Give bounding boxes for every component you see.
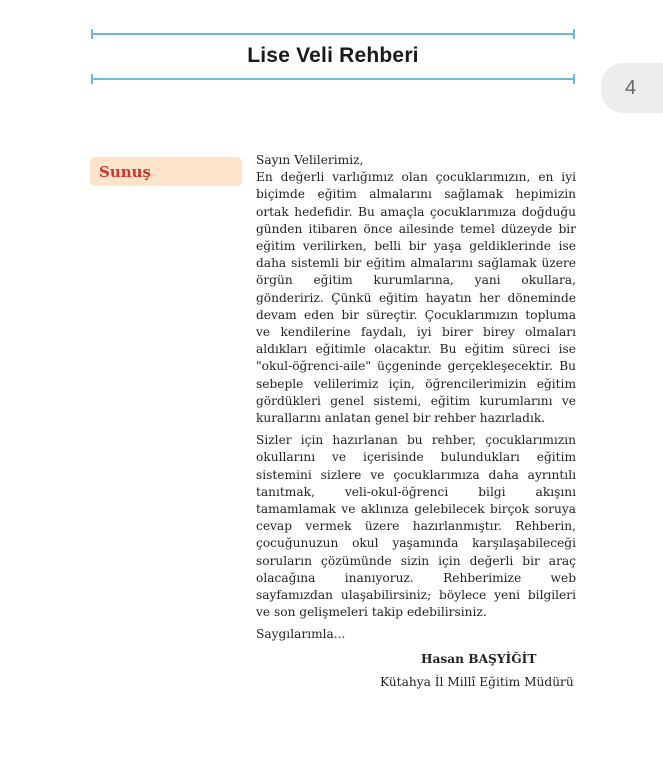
header-rule-bottom bbox=[91, 78, 575, 80]
page-number-tab bbox=[601, 63, 663, 113]
closing: Saygılarımla... bbox=[256, 627, 346, 642]
signature-title: Kütahya İl Millî Eğitim Müdürü bbox=[380, 675, 574, 689]
header-rule-top bbox=[91, 33, 575, 35]
section-label bbox=[90, 157, 242, 186]
page-number: 4 bbox=[625, 77, 637, 99]
section-label-text: Sunuş bbox=[99, 163, 151, 181]
letter-body bbox=[256, 152, 576, 644]
paragraph-1: En değerli varlığımız olan çocuklarımızın, en iyi biçimde eğitim almalarını sağlamak hepimizin ortak hedefidir. Bu amaçla çocuklarımıza doğduğu günden itibaren önce ailesinde temel düzeyde bir eğitim verilirken, belli bir yaşa geldiklerinde ise daha sistemli bir eğitim almalarını sağlamak üzere örgün eğitim kurumlarına, yani okullara, göndeririz. Çünkü eğitim hayatın her döneminde devam eden bir süreçtir. Çocuklarımızın topluma ve kendilerine faydalı, iyi birer birey olmaları aldıkları eğitimle olacaktır. Bu eğitim süreci ise "okul-öğrenci-aile" üçgeninde gerçekleşecektir. Bu sebeple velilerimiz için, öğrencilerimizin eğitim gördükleri genel sistemi, eğitim kurumlarını ve kurallarını anlatan genel bir rehber hazırladık. bbox=[256, 170, 576, 426]
signature-name: Hasan BAŞYİĞİT bbox=[421, 652, 537, 666]
paragraph-2: Sizler için hazırlanan bu rehber, çocuklarımızın okullarını ve içerisinde bulundukları eğitim sistemini sizlere ve çocuklarımıza daha ayrıntılı tanıtmak, veli-okul-öğrenci bilgi akışını tamamlamak ve aklınıza gelebilecek birçok soruya cevap vermek üzere hazırlanmıştır. Rehberin, çocuğunuzun okul yaşamında karşılaşabileceği soruların çözümünde sizin için değerli bir araç olacağına inanıyoruz. Rehberimize web sayfamızdan ulaşabilirsiniz; böylece yeni bilgileri ve son gelişmeleri takip edebilirsiniz. bbox=[256, 433, 576, 620]
salutation: Sayın Velilerimiz, bbox=[256, 153, 364, 167]
document-title: Lise Veli Rehberi bbox=[247, 44, 419, 67]
